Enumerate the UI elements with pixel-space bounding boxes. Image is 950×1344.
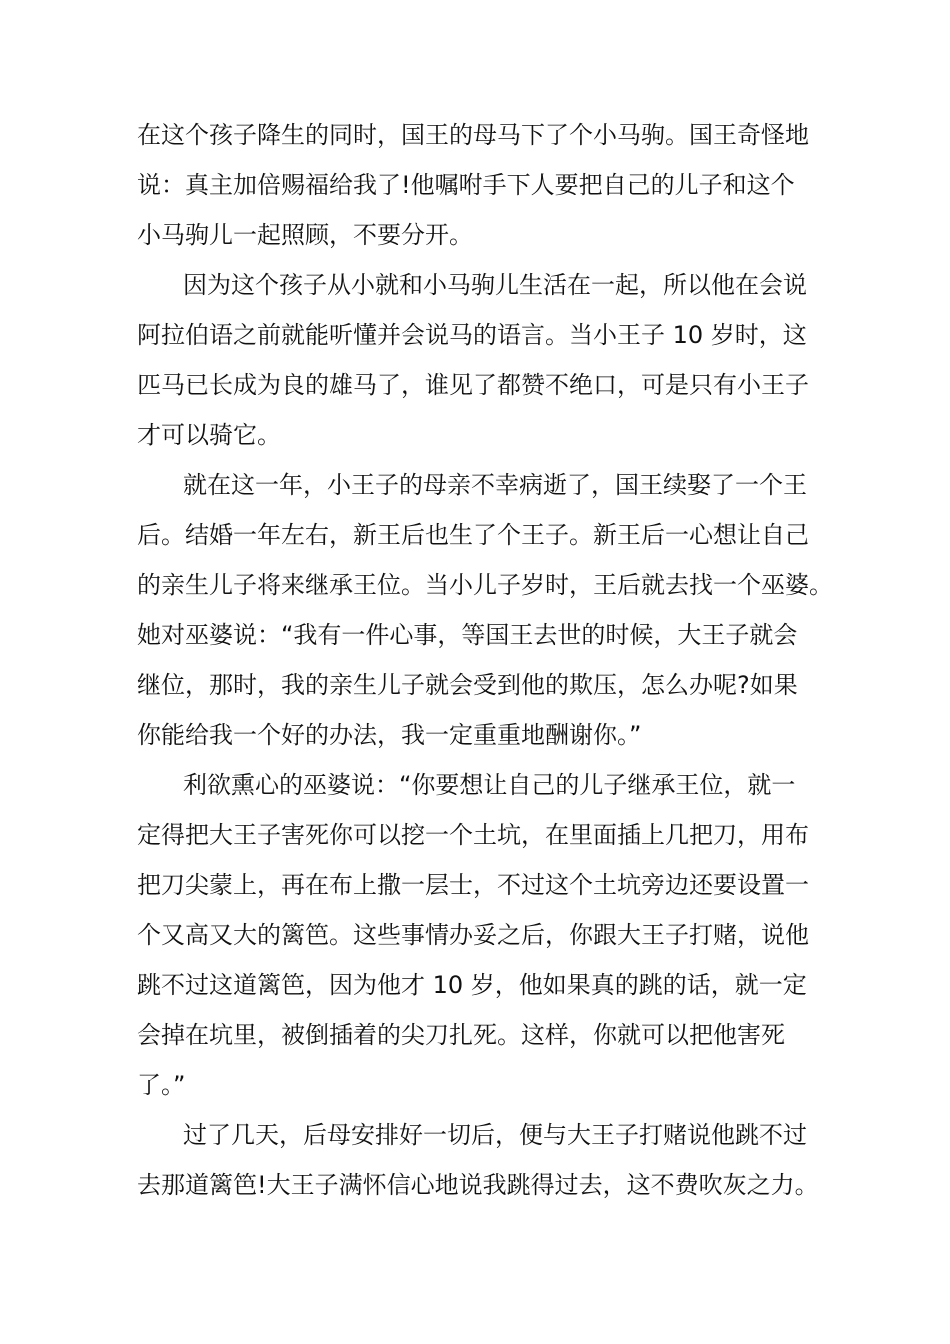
text-line: 她对巫婆说：“我有一件心事，等国王去世的时候，大王子就会	[137, 621, 798, 649]
text-line: 才可以骑它。	[137, 421, 281, 449]
text-line: 你能给我一个好的办法，我一定重重地酬谢你。”	[137, 721, 642, 749]
text-line: 继位，那时，我的亲生儿子就会受到他的欺压，怎么办呢?如果	[137, 671, 798, 699]
text-line: 小马驹儿一起照顾，不要分开。	[137, 221, 473, 249]
text-line: 跳不过这道篱笆，因为他才 10 岁，他如果真的跳的话，就一定	[137, 971, 807, 999]
text-line: 阿拉伯语之前就能听懂并会说马的语言。当小王子 10 岁时，这	[137, 321, 807, 349]
text-line: 去那道篱笆!大王子满怀信心地说我跳得过去，这不费吹灰之力。	[137, 1171, 819, 1199]
paragraph-start-line: 利欲熏心的巫婆说：“你要想让自己的儿子继承王位，就一	[183, 771, 796, 799]
text-line: 把刀尖蒙上，再在布上撒一层士，不过这个土坑旁边还要设置一	[137, 871, 809, 899]
text-line: 了。”	[137, 1071, 186, 1099]
text-line: 会掉在坑里，被倒插着的尖刀扎死。这样，你就可以把他害死	[137, 1021, 785, 1049]
text-line: 个又高又大的篱笆。这些事情办妥之后，你跟大王子打赌，说他	[137, 921, 809, 949]
text-line: 后。结婚一年左右，新王后也生了个王子。新王后一心想让自己	[137, 521, 809, 549]
paragraph-start-line: 就在这一年，小王子的母亲不幸病逝了，国王续娶了一个王	[183, 471, 807, 499]
paragraph-start-line: 因为这个孩子从小就和小马驹儿生活在一起，所以他在会说	[183, 271, 807, 299]
text-line: 匹马已长成为良的雄马了，谁见了都赞不绝口，可是只有小王子	[137, 371, 809, 399]
text-line: 的亲生儿子将来继承王位。当小儿子岁时，王后就去找一个巫婆。	[137, 571, 833, 599]
paragraph-start-line: 过了几天，后母安排好一切后，便与大王子打赌说他跳不过	[183, 1121, 807, 1149]
text-line: 定得把大王子害死你可以挖一个土坑，在里面插上几把刀，用布	[137, 821, 809, 849]
text-line: 在这个孩子降生的同时，国王的母马下了个小马驹。国王奇怪地	[137, 121, 809, 149]
text-line: 说：真主加倍赐福给我了!他嘱咐手下人要把自己的儿子和这个	[137, 171, 795, 199]
